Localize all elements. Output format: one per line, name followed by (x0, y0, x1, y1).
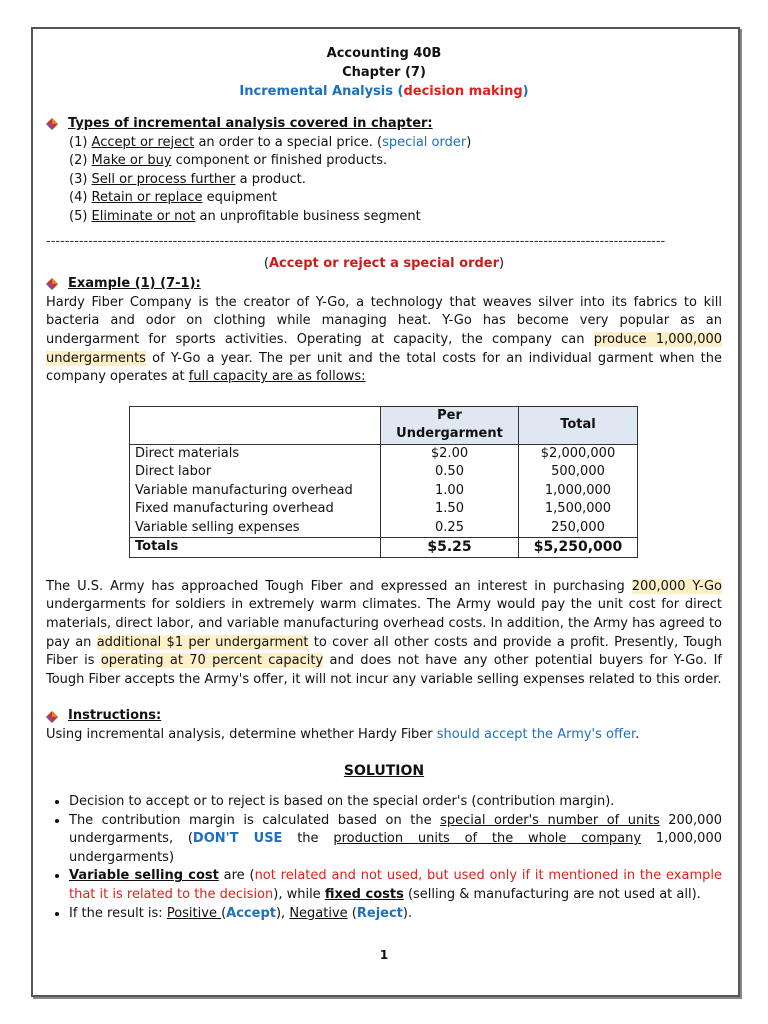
page-number: 1 (379, 948, 389, 962)
table-row (130, 500, 638, 519)
cost-table (129, 406, 638, 558)
types-item (69, 152, 722, 171)
instructions-end: . (635, 726, 640, 742)
army-highlight: 200,000 Y-Go (631, 578, 723, 594)
solution-underline: Positive (166, 905, 222, 921)
solution-item (69, 812, 722, 868)
table-cell: 1,000,000 (519, 482, 638, 501)
solution-text: the (282, 831, 334, 847)
solution-red-text: not related and not used, but used only if it mentioned in the example that it is related to the decision (69, 868, 722, 903)
types-item (69, 208, 722, 227)
types-item (69, 134, 722, 153)
example-highlight: produce 1,000,000 undergarments (46, 331, 723, 366)
item-term: Sell or process further (91, 171, 236, 187)
solution-text: If the result is: (69, 905, 167, 921)
types-item (69, 189, 722, 208)
types-heading: Types of incremental analysis covered in chapter: (68, 116, 433, 131)
solution-list (46, 793, 722, 923)
army-text: and does not have any other potential buyers for Y-Go. If Tough Fiber accepts the Army's offer, it will not incur any variable selling expenses related to this order. (46, 653, 722, 687)
instructions-heading: Instructions: (68, 708, 162, 724)
table-cell: Direct labor (130, 463, 381, 482)
item-term: Retain or replace (91, 190, 203, 206)
table-row (130, 482, 638, 501)
course-title: Accounting 40B (326, 46, 442, 61)
accept-label: Accept (226, 905, 276, 921)
table-cell: Variable manufacturing overhead (130, 482, 381, 501)
example-underline: full capacity are as follows: (188, 369, 366, 385)
item-number: (3) (69, 171, 92, 187)
item-term: Eliminate or not (91, 208, 196, 224)
item-number: (4) (69, 190, 92, 206)
table-header: Per Undergarment (381, 406, 519, 444)
table-cell: 0.50 (381, 463, 519, 482)
solution-text: (selling & manufacturing are not used at all). (403, 887, 701, 903)
solution-text: ), (275, 905, 290, 921)
solution-underline: Negative (289, 905, 348, 921)
army-text: The U.S. Army has approached Tough Fiber and expressed an interest in purchasing (46, 578, 632, 594)
instructions-text (46, 726, 722, 745)
item-text: equipment (202, 190, 277, 206)
solution-bold-underline: fixed costs (324, 887, 404, 903)
item-text: an unprofitable business segment (195, 208, 421, 224)
solution-text: 1,000,000 undergarments) (69, 831, 722, 865)
section-title-text: Accept or reject a special order (268, 255, 500, 271)
solution-heading: SOLUTION (343, 763, 425, 780)
types-heading-row (46, 115, 722, 134)
section-title (46, 255, 722, 274)
solution-item (69, 905, 722, 924)
topic-suffix: ) (522, 84, 529, 99)
chapter-title: Chapter (7) (342, 65, 426, 80)
diamond-bullet-icon (46, 118, 58, 130)
table-total-row (130, 538, 638, 558)
table-cell: $2,000,000 (519, 444, 638, 463)
solution-underline: special order's number of units (440, 812, 660, 828)
table-row (130, 463, 638, 482)
army-paragraph (46, 578, 722, 690)
table-cell: $5.25 (381, 538, 519, 558)
item-text: component or finished products. (171, 153, 388, 169)
item-text: an order to a special price. ( (194, 134, 383, 150)
table-cell: Direct materials (130, 444, 381, 463)
table-header-row (130, 406, 638, 444)
solution-emphasis: DON'T USE (192, 831, 283, 847)
table-cell: 1.50 (381, 500, 519, 519)
section-close: ) (499, 255, 505, 271)
section-open: ( (263, 255, 269, 271)
example-heading-row (46, 275, 722, 294)
table-header (130, 406, 381, 444)
table-cell: 1.00 (381, 482, 519, 501)
item-number: (1) (69, 134, 92, 150)
item-term: Make or buy (91, 153, 172, 169)
table-cell: 500,000 (519, 463, 638, 482)
table-cell: $5,250,000 (519, 538, 638, 558)
instructions-heading-row (46, 707, 722, 726)
topic-highlight: decision making (403, 84, 523, 99)
types-list (69, 134, 722, 227)
item-text: a product. (235, 171, 306, 187)
army-text: undergarments for soldiers in extremely warm climates. The Army would pay the unit cost for direct materials, direct labor, and variable manufacturing overhead costs. In addition, the Army has agreed to pay an (46, 597, 722, 650)
example-paragraph (46, 294, 722, 387)
solution-text: ). (402, 905, 413, 921)
example-heading: Example (1) (7-1): (68, 276, 201, 292)
solution-item (69, 793, 722, 812)
instructions-highlight: should accept the Army's offer (436, 726, 636, 742)
item-end: ) (466, 134, 472, 150)
table-cell: 1,500,000 (519, 500, 638, 519)
table-cell: Fixed manufacturing overhead (130, 500, 381, 519)
item-term: Accept or reject (91, 134, 195, 150)
solution-text: ( (347, 905, 357, 921)
table-row (130, 444, 638, 463)
solution-bold-underline: Variable selling cost (69, 868, 219, 884)
solution-text: Decision to accept or to reject is based on the special order's (contribution margin). (69, 794, 615, 810)
solution-text: ( (221, 905, 227, 921)
document-body (46, 44, 722, 923)
solution-item (69, 867, 722, 904)
table-cell: Variable selling expenses (130, 519, 381, 538)
table-cell: $2.00 (381, 444, 519, 463)
army-highlight: operating at 70 percent capacity (100, 653, 324, 669)
dashed-divider: ------------------------------------------------------------------------------------------------------------------------------------ (46, 234, 666, 249)
table-row (130, 519, 638, 538)
example-text: of Y-Go a year. The per unit and the total costs for an individual garment when the company operates at (46, 350, 722, 385)
table-header: Total (519, 406, 638, 444)
instructions-body: Using incremental analysis, determine whether Hardy Fiber (46, 726, 437, 742)
army-text: to cover all other costs and provide a profit. Presently, Tough Fiber is (46, 634, 722, 669)
types-item (69, 171, 722, 190)
solution-text: ), while (273, 887, 325, 903)
army-highlight: additional $1 per undergarment (96, 634, 309, 650)
item-number: (2) (69, 153, 92, 169)
table-cell: Totals (130, 538, 381, 558)
diamond-bullet-icon (46, 278, 58, 290)
reject-label: Reject (356, 905, 403, 921)
item-number: (5) (69, 208, 92, 224)
solution-text: The contribution margin is calculated based on the (69, 812, 441, 828)
topic-prefix: Incremental Analysis ( (239, 84, 404, 99)
table-cell: 250,000 (519, 519, 638, 538)
solution-underline: production units of the whole company (333, 831, 642, 847)
solution-text: are ( (218, 868, 255, 884)
table-cell: 0.25 (381, 519, 519, 538)
diamond-bullet-icon (46, 711, 58, 723)
solution-text: 200,000 undergarments, ( (69, 812, 722, 847)
item-note: special order (382, 134, 467, 150)
example-text: Hardy Fiber Company is the creator of Y-Go, a technology that weaves silver into its fabrics to kill bacteria and odor on clothing while managing heat. Y-Go has become very popular as an undergarment for sports activities. Operating at capacity, the company can (46, 294, 722, 347)
topic-title (46, 82, 722, 101)
